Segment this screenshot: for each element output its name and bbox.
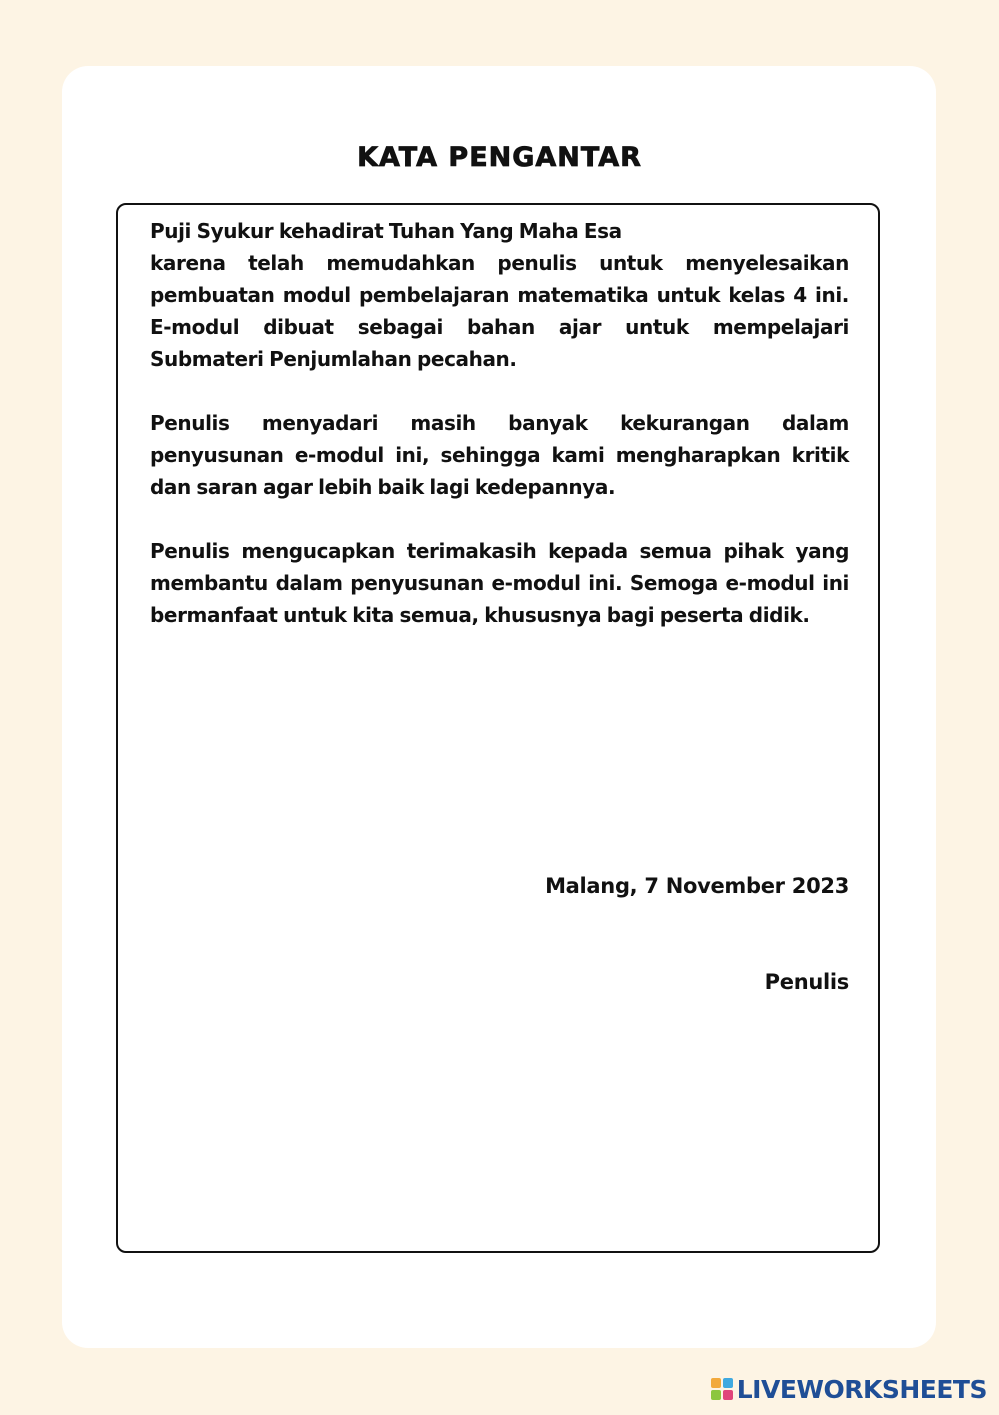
logo-square-4	[723, 1390, 733, 1400]
foreword-body	[150, 215, 849, 663]
logo-square-2	[723, 1378, 733, 1388]
logo-square-3	[711, 1390, 721, 1400]
paragraph-shortcomings: Penulis menyadari masih banyak kekurangan dalam penyusunan e-modul ini, sehingga kami mengharapkan kritik dan saran agar lebih baik lagi kedepannya.	[150, 411, 849, 499]
place-date: Malang, 7 November 2023	[545, 874, 849, 898]
paragraph-gratitude-text: karena telah memudahkan penulis untuk menyelesaikan pembuatan modul pembelajaran matematika untuk kelas 4 ini. E-modul dibuat sebagai bahan ajar untuk mempelajari Submateri Penjumlahan pecahan.	[150, 251, 849, 371]
logo-square-1	[711, 1378, 721, 1388]
paragraph-gratitude-opening: Puji Syukur kehadirat Tuhan Yang Maha Esa	[150, 219, 622, 243]
signatory: Penulis	[764, 970, 849, 994]
liveworksheets-logo-icon	[711, 1378, 733, 1400]
liveworksheets-brand[interactable]	[711, 1374, 987, 1404]
page-title: KATA PENGANTAR	[357, 142, 642, 173]
paragraph-gratitude	[150, 215, 849, 375]
paragraph-thanks: Penulis mengucapkan terimakasih kepada semua pihak yang membantu dalam penyusunan e-modul ini. Semoga e-modul ini bermanfaat untuk kita semua, khususnya bagi peserta didik.	[150, 539, 849, 627]
brand-name: LIVEWORKSHEETS	[736, 1374, 987, 1404]
